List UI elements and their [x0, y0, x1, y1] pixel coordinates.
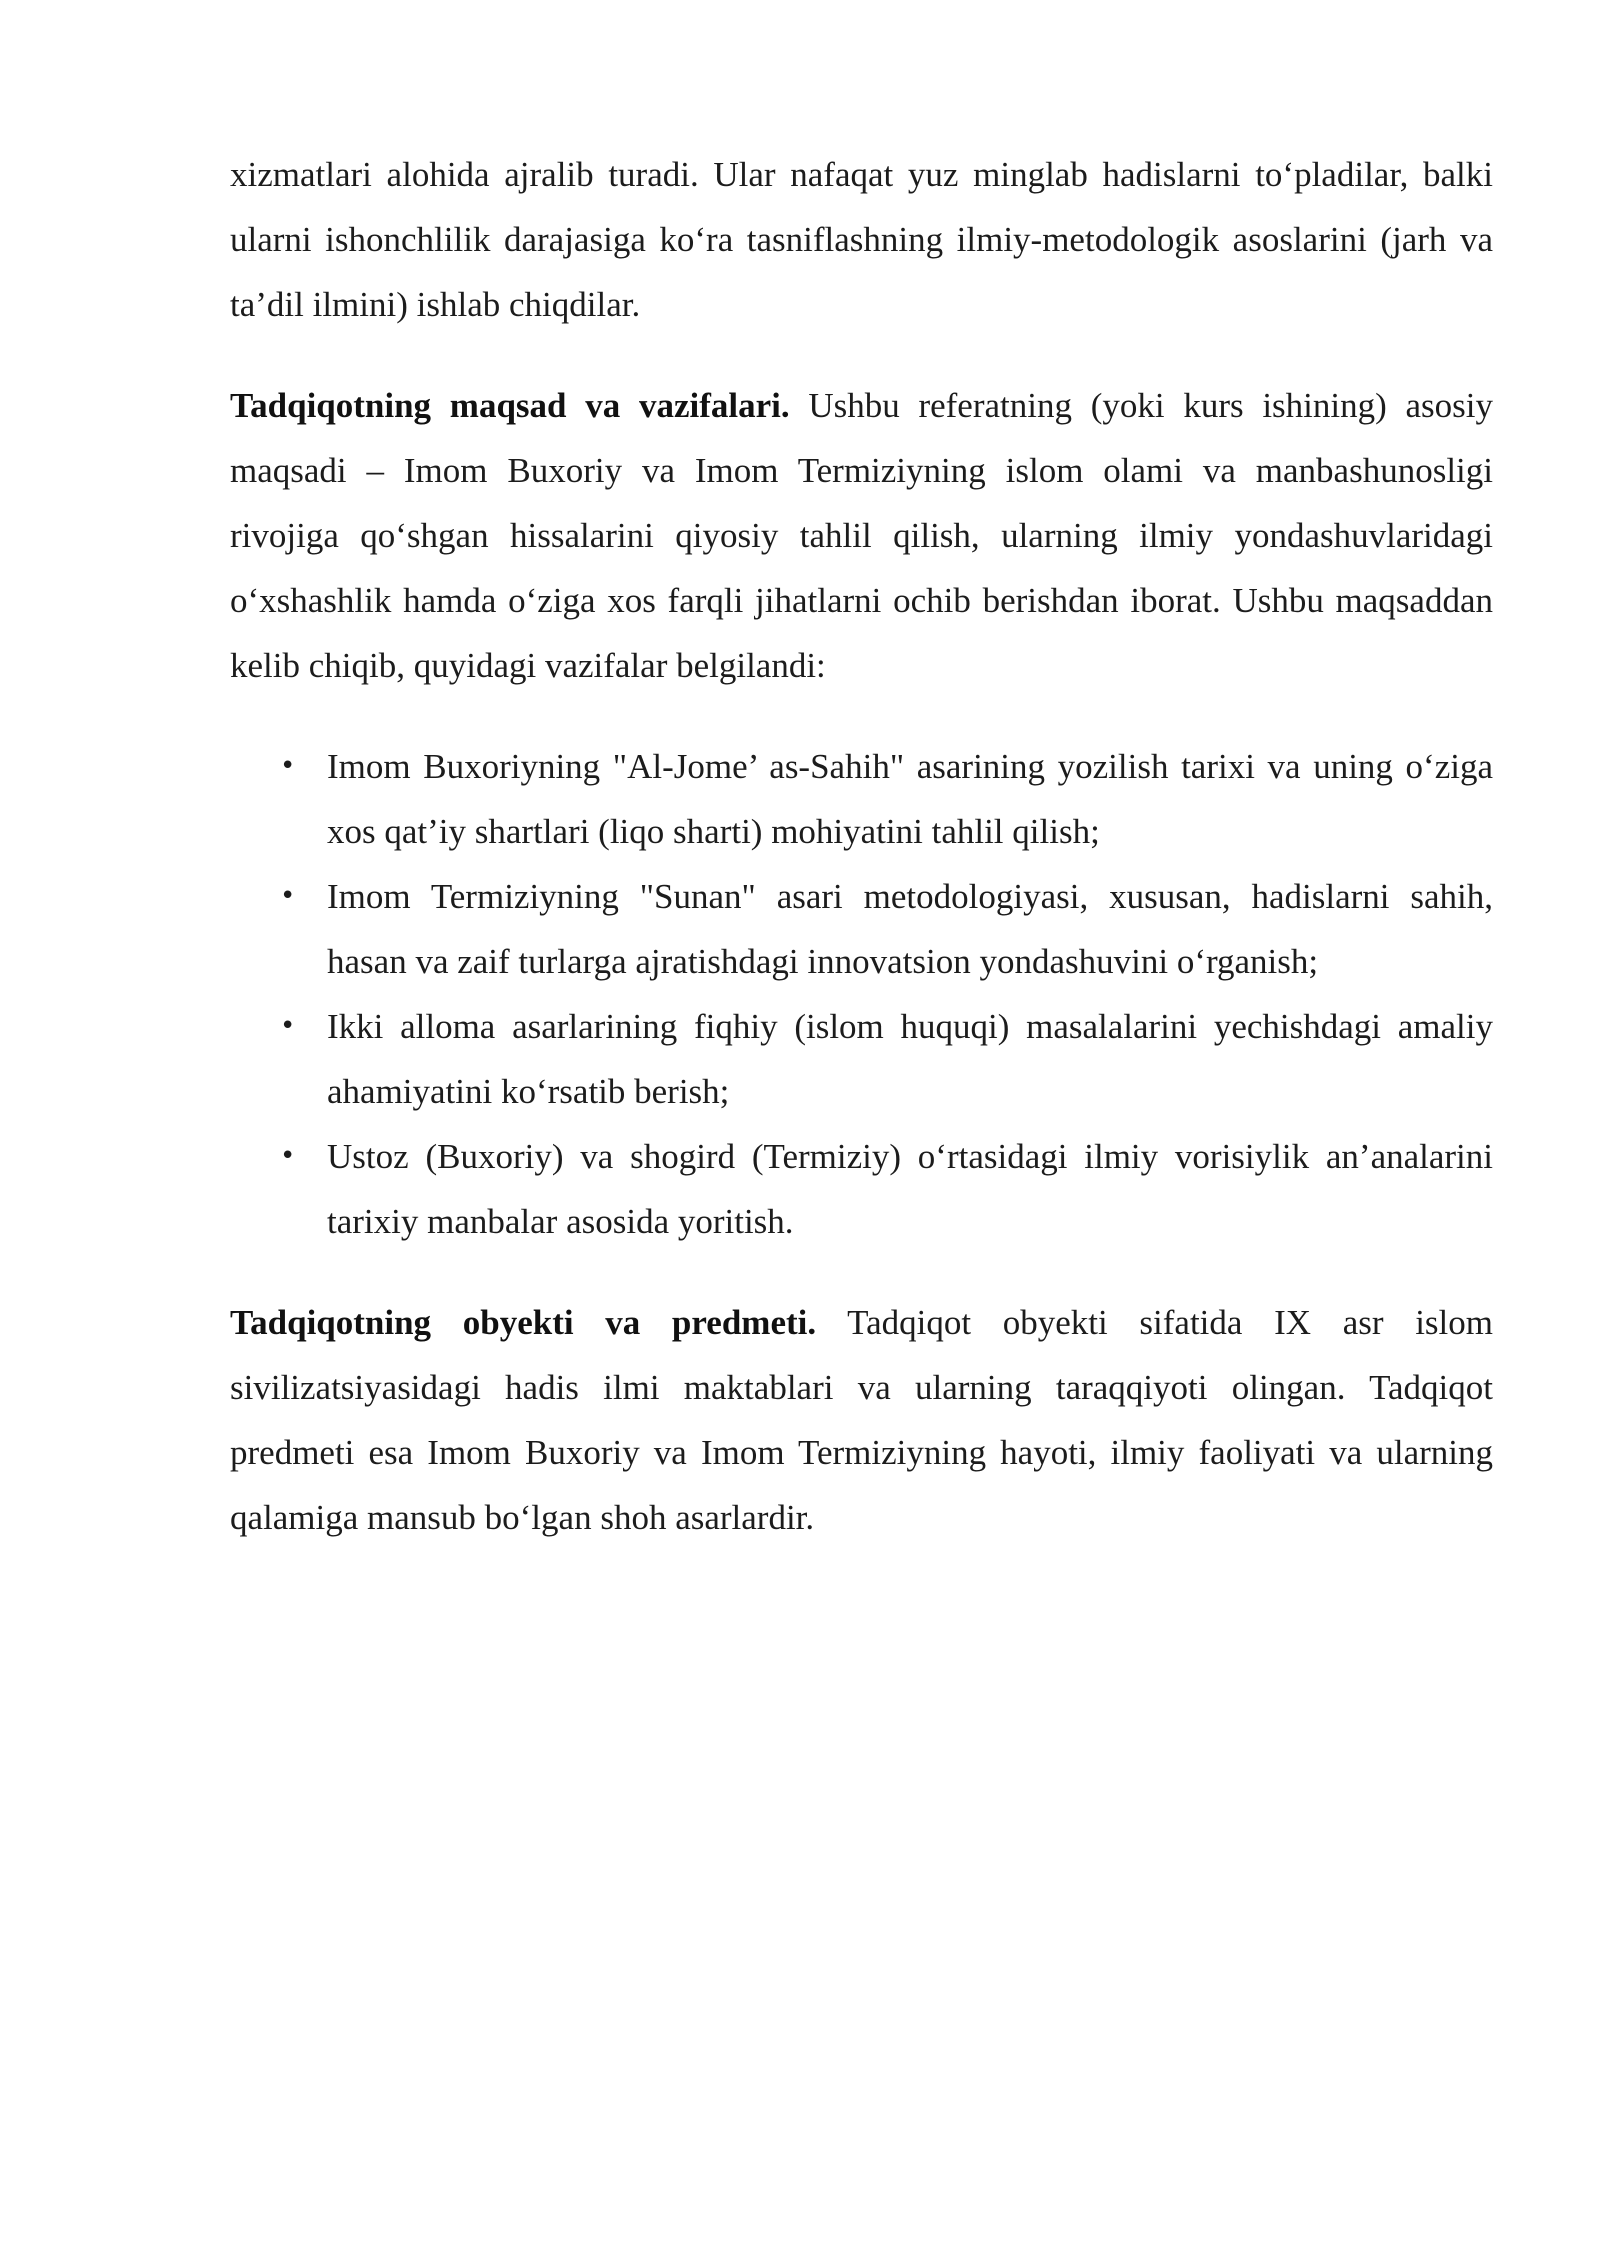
object-text: Tadqiqot obyekti sifatida IX asr islom sivilizatsiyasidagi hadis ilmi maktablari va ularning taraqqiyoti olingan. Tadqiqot predmeti esa Imom Buxoriy va Imom Termiziyning hayoti, ilmiy faoliyati va ularning qalamiga mansub bo‘lgan shoh asarlardir. — [230, 1303, 1493, 1537]
purpose-text: Ushbu referatning (yoki kurs ishining) asosiy maqsadi – Imom Buxoriy va Imom Termiziyning islom olami va manbashunosligi rivojiga qo‘shgan hissalarini qiyosiy tahlil qilish, ularning ilmiy yondashuvlaridagi o‘xshashlik hamda o‘ziga xos farqli jihatlarni ochib berishdan iborat. Ushbu maqsaddan kelib chiqib, quyidagi vazifalar belgilandi: — [230, 386, 1493, 685]
list-item-text: Imom Buxoriyning "Al-Jome’ as-Sahih" asarining yozilish tarixi va uning o‘ziga xos qat’iy shartlari (liqo sharti) mohiyatini tahlil qilish; — [327, 747, 1493, 851]
list-item — [230, 994, 1493, 1124]
object-paragraph — [230, 1290, 1493, 1550]
document-body — [230, 142, 1493, 1550]
bullet-icon: • — [280, 1141, 296, 1171]
list-item — [230, 734, 1493, 864]
intro-paragraph: xizmatlari alohida ajralib turadi. Ular nafaqat yuz minglab hadislarni to‘pladilar, balki ularni ishonchlilik darajasiga ko‘ra tasniflashning ilmiy-metodologik asoslarini (jarh va ta’dil ilmini) ishlab chiqdilar. — [230, 155, 1493, 324]
list-item-text: Imom Termiziyning "Sunan" asari metodologiyasi, xususan, hadislarni sahih, hasan va zaif turlarga ajratishdagi innovatsion yondashuvini o‘rganish; — [327, 877, 1493, 981]
list-item-text: Ustoz (Buxoriy) va shogird (Termiziy) o‘rtasidagi ilmiy vorisiylik an’analarini tarixiy manbalar asosida yoritish. — [327, 1137, 1493, 1241]
object-heading: Tadqiqotning obyekti va predmeti. — [230, 1303, 817, 1342]
list-item — [230, 864, 1493, 994]
purpose-heading: Tadqiqotning maqsad va vazifalari. — [230, 386, 790, 425]
bullet-icon: • — [280, 751, 296, 781]
bullet-icon: • — [280, 1011, 296, 1041]
bullet-icon: • — [280, 881, 296, 911]
list-item-text: Ikki alloma asarlarining fiqhiy (islom huquqi) masalalarini yechishdagi amaliy ahamiyatini ko‘rsatib berish; — [327, 1007, 1493, 1111]
tasks-list — [230, 734, 1493, 1254]
list-item — [230, 1124, 1493, 1254]
purpose-paragraph — [230, 373, 1493, 698]
